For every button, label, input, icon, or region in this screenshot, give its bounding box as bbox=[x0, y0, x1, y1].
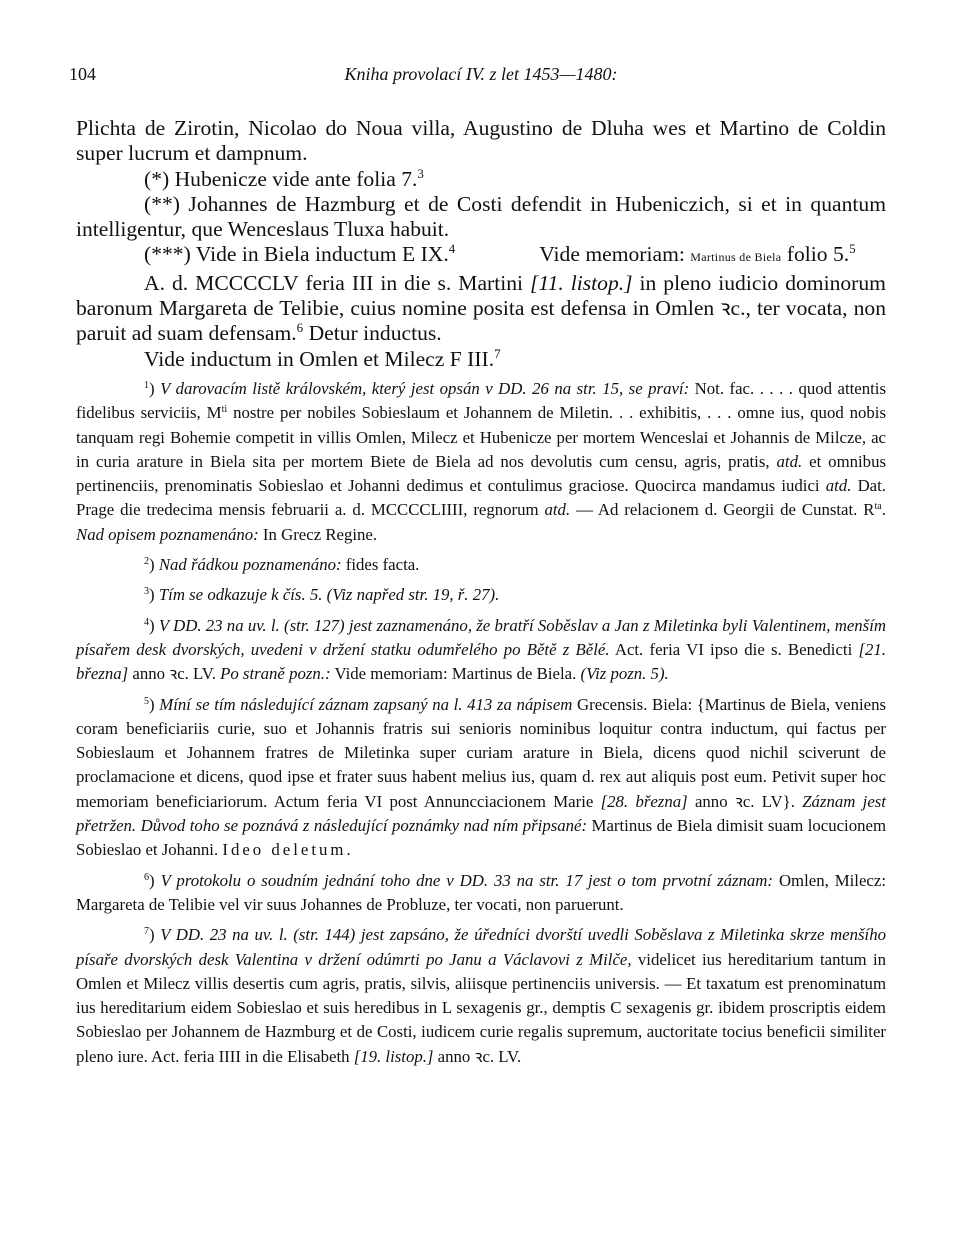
footnote-6: $^6$) V protokolu o soudním jednání toho dne v DD. 33 na str. 17 jest o tom prvotní záznam: Omlen, Milecz: Margareta de Telibie vel vir suus Johannes de Probluze, ter vocati, non paruerunt. bbox=[76, 870, 886, 914]
date-note: [11. listop.] bbox=[530, 270, 633, 295]
footnote-ref-3: 3 bbox=[417, 165, 424, 181]
footnote-2: $^2$) Nad řádkou poznamenáno: fides facta. bbox=[144, 555, 420, 575]
footnote-7: $^7$) V DD. 23 na uv. l. (str. 144) jest zapsáno, že úředníci dvorští uvedli Soběslava z Miletinka skrze menšího písaře dvorských desk Valentina v držení odúmrti po Janu a Václavovi z Milče, videlicet ius hereditarium tantum in Omlen et Milecz villis desertis cum agris, pratis, silvis, aliisque pertinenciis universis. — Et taxatum est prenominatum ius hereditarium eidem Sobieslao et suis heredibus in L sexagenis gr., demptis C sexagenis gr. ibidem proscriptis eidem Sobieslao per Johannem de Hazmburg et de Costi, iudicem curie regalis supremum, auctoritate tocius beneficii similiter pleno iure. Act. feria IIII in die Elisabeth [19. listop.] anno ꝛc. LV. bbox=[76, 925, 886, 1066]
paragraph-3: (**) Johannes de Hazmburg et de Costi defendit in Hubeniczich, si et in quantum intelligentur, que Wenceslaus Tluxa habuit. bbox=[76, 191, 886, 242]
document-page bbox=[69, 62, 886, 1069]
memoriam-name: Martinus de Biela bbox=[690, 250, 782, 265]
paragraph-2: (*) Hubenicze vide ante folia 7.$^3$ bbox=[144, 165, 424, 191]
footnotes bbox=[76, 377, 886, 1069]
paragraph-5: A. d. MCCCCLV feria III in die s. Martini [11. listop.] in pleno iudicio dominorum baronum Margareta de Telibie, cuius nomine posita est defensa in Omlen ꝛc., ter vocata, non paruit ad suam defensam.$^6$ Detur inductus. bbox=[76, 270, 886, 346]
main-text bbox=[76, 116, 886, 372]
footnote-ref-7: 7 bbox=[494, 345, 501, 361]
footnote-1: $^1$) V darovacím listě královském, který jest opsán v DD. 26 na str. 15, se praví: Not. fac. . . . . quod attentis fidelibus serviciis, $M^{ti}$ nostre per nobiles Sobieslaum et Johannem de Miletin. . . exhibitis, . . . omne ius, quod nobis tanquam regi Bohemie competit in villis Omlen, Milecz et Hubenicze per mortem Wenceslai et Johannis de Milcze, ac in curia arature in Biela sita per mortem Biete de Biela ad nos devolutis cum censu, agris, pratis, atd. et omnibus pertinenciis, prenominatis Sobieslao et Johanni dedimus et contulimus graciose. Quocirca mandamus iudici atd. Dat. Prage die tredecima mensis februarii a. d. MCCCCLIIII, regnorum atd. — Ad relacionem d. Georgii de Cunstat. $R^{ta}$. Nad opisem poznamenáno: In Grecz Regine. bbox=[76, 378, 886, 544]
footnote-3: $^3$) Tím se odkazuje k čís. 5. (Viz napřed str. 19, ř. 27). bbox=[144, 585, 500, 605]
paragraph-4: (***) Vide in Biela inductum E IX.$^4$ Vide memoriam: Martinus de Biela folio 5.$^5$ bbox=[144, 241, 856, 267]
footnote-ref-5: 5 bbox=[849, 241, 856, 257]
page-number: 104 bbox=[69, 64, 96, 84]
footnote-ref-4: 4 bbox=[448, 241, 456, 257]
footnote-ref-6: 6 bbox=[296, 320, 304, 336]
footnote-4: $^4$) V DD. 23 na uv. l. (str. 127) jest zaznamenáno, že bratří Soběslav a Jan z Miletinka byli Valentinem, menším písařem desk dvorských, uvedeni v držení statku odumřelého po Bětě z Bělé. Act. feria VI ipso die s. Benedicti [21. března] anno ꝛc. LV. Po straně pozn.: Vide memoriam: Martinus de Biela. (Viz pozn. 5). bbox=[76, 615, 886, 684]
running-title: Kniha provolací IV. z let 1453—1480: bbox=[344, 64, 618, 84]
page-header bbox=[69, 62, 886, 86]
footnote-5: $^5$) Míní se tím následující záznam zapsaný na l. 413 za nápisem Grecensis. Biela: {Martinus de Biela, veniens coram beneficiariis curie, suo et Johannis fratris sui senioris nominibus loquitur contra inductum, qui factus per Sobieslaum et Johannem fratres de Miletinka super curiam arature in Biela, dicens quod nichil sciverunt de proclamacione et dicens, quod ipse et frater suus habent melius ius, quam d. rex aut aliquis post eum. Petivit super hoc memoriam beneficiariorum. Actum feria VI post Annuncciacionem Marie [28. března] anno ꝛc. LV}. Záznam jest přetržen. Důvod toho se poznává z následující poznámky nad ním připsané: Martinus de Biela dimisit suam locucionem Sobieslao et Johanni. Ideo deletum. bbox=[76, 694, 886, 860]
paragraph-6: Vide inductum in Omlen et Milecz F III.$^7$ bbox=[144, 345, 501, 371]
paragraph-1: Plichta de Zirotin, Nicolao do Noua villa, Augustino de Dluha wes et Martino de Coldin super lucrum et dampnum. bbox=[76, 116, 886, 166]
